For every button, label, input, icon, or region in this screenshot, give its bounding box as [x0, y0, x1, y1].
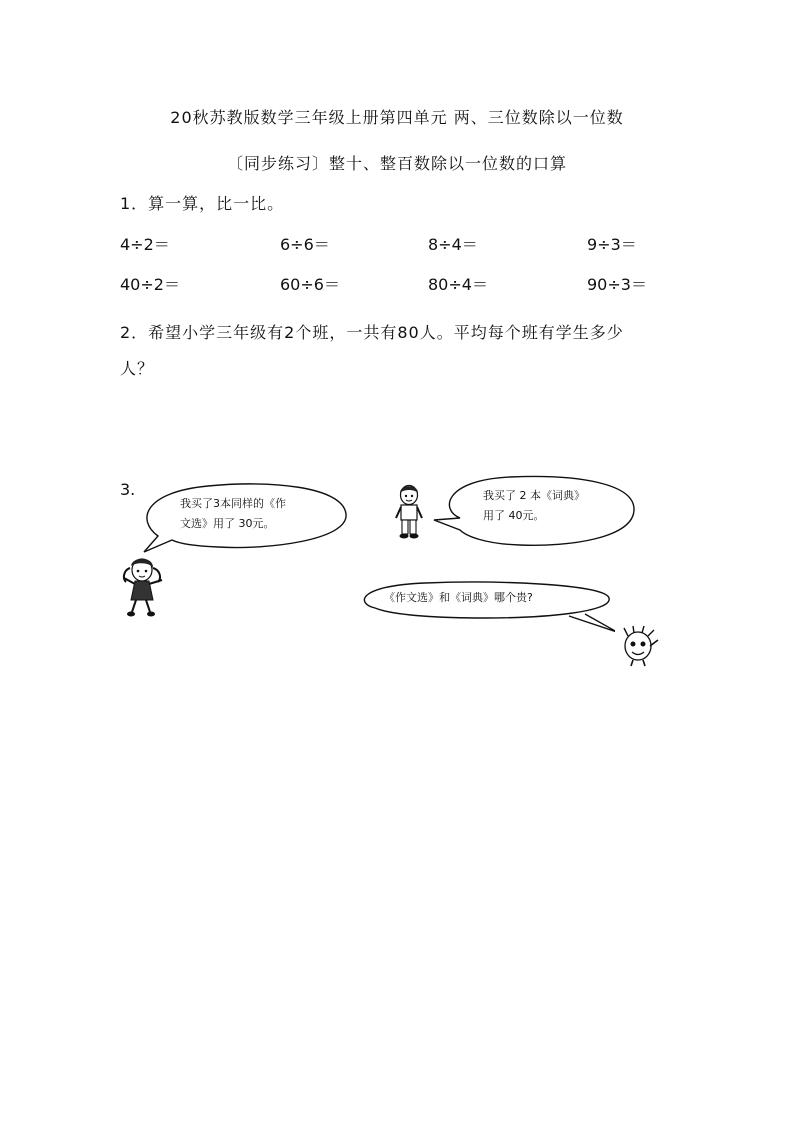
question-2-line-2: 人？ [120, 359, 155, 378]
question-3-number: 3. [120, 480, 136, 499]
expression: 40÷2＝ [120, 275, 180, 294]
expression: 6÷6＝ [280, 235, 330, 254]
boy-figure-icon [392, 484, 426, 540]
bubble-girl-line-2: 文选》用了 30元。 [180, 517, 275, 530]
expression: 9÷3＝ [587, 235, 637, 254]
cartoon-character-icon [620, 624, 660, 668]
bubble-boy-line-1: 我买了 2 本《词典》 [483, 489, 585, 502]
question-1-row-1 [120, 232, 680, 256]
bubble-girl-line-1: 我买了3本同样的《作 [180, 497, 286, 510]
question-1-row-2 [120, 272, 680, 296]
question-2-line-1: 2．希望小学三年级有2个班，一共有80人。平均每个班有学生多少 [120, 323, 624, 342]
expression: 4÷2＝ [120, 235, 170, 254]
expression: 90÷3＝ [587, 275, 647, 294]
girl-figure-icon [120, 556, 166, 618]
bubble-question-text: 《作文选》和《词典》哪个贵? [384, 591, 533, 604]
question-1-heading: 1．算一算，比一比。 [120, 194, 285, 213]
expression: 60÷6＝ [280, 275, 340, 294]
expression: 80÷4＝ [428, 275, 488, 294]
bubble-boy-line-2: 用了 40元。 [483, 509, 545, 522]
page-title-line-2: 〔同步练习〕整十、整百数除以一位数的口算 [226, 154, 567, 173]
page-title-line-1: 20秋苏教版数学三年级上册第四单元 两、三位数除以一位数 [170, 108, 624, 127]
expression: 8÷4＝ [428, 235, 478, 254]
